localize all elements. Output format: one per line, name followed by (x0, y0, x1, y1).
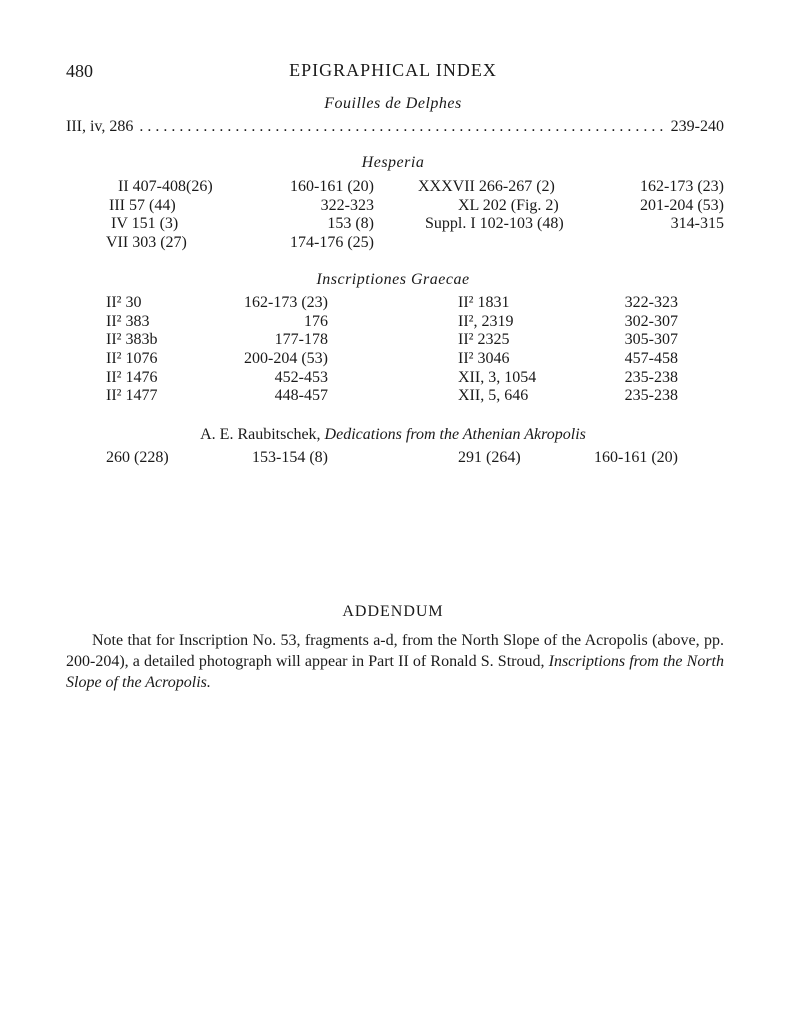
author-name: A. E. Raubitschek, (200, 426, 325, 443)
ig-left-pages-3: 200-204 (53) (244, 350, 328, 367)
page-number: 480 (66, 61, 93, 81)
hesperia-right-pages-2: 314-315 (670, 215, 724, 232)
entry-pages: 239-240 (670, 118, 724, 135)
hesperia-right-ref-1: XL 202 (Fig. 2) (458, 197, 559, 214)
page-title: EPIGRAPHICAL INDEX (289, 60, 497, 80)
ig-right-ref-1: II², 2319 (458, 313, 514, 330)
ig-right-ref-5: XII, 5, 646 (458, 387, 529, 404)
raubitschek-right-pages: 160-161 (20) (594, 449, 678, 466)
raubitschek-left-pages: 153-154 (8) (252, 449, 328, 466)
hesperia-left-pages-0: 160-161 (20) (290, 178, 374, 195)
ig-left-ref-4: II² 1476 (106, 369, 158, 386)
ig-left-ref-0: II² 30 (106, 294, 142, 311)
ig-left-pages-4: 452-453 (274, 369, 328, 386)
raubitschek-left-ref: 260 (228) (106, 449, 169, 466)
ig-left-pages-5: 448-457 (274, 387, 328, 404)
hesperia-right-pages-0: 162-173 (23) (640, 178, 724, 195)
addendum-paragraph (66, 630, 724, 693)
ig-right-pages-4: 235-238 (624, 369, 678, 386)
entry-ref: III, iv, 286 (66, 118, 134, 135)
ig-right-pages-3: 457-458 (624, 350, 678, 367)
hesperia-left-pages-1: 322-323 (320, 197, 374, 214)
ig-left-ref-1: II² 383 (106, 313, 150, 330)
ig-right-ref-0: II² 1831 (458, 294, 510, 311)
ig-right-pages-0: 322-323 (624, 294, 678, 311)
ig-left-pages-0: 162-173 (23) (244, 294, 328, 311)
index-entry-fouilles (66, 118, 724, 136)
ig-left-ref-5: II² 1477 (106, 387, 158, 404)
hesperia-right-ref-2: Suppl. I 102-103 (48) (425, 215, 564, 232)
ig-right-pages-5: 235-238 (624, 387, 678, 404)
addendum-title: ADDENDUM (342, 603, 444, 620)
hesperia-left-pages-2: 153 (8) (327, 215, 374, 232)
section-heading-ig: Inscriptiones Graecae (316, 271, 470, 288)
hesperia-left-ref-1: III 57 (44) (109, 197, 176, 214)
hesperia-left-ref-3: VII 303 (27) (106, 234, 187, 251)
ig-right-ref-4: XII, 3, 1054 (458, 369, 537, 386)
ig-left-pages-1: 176 (304, 313, 328, 330)
hesperia-left-ref-2: IV 151 (3) (111, 215, 179, 232)
ig-right-pages-2: 305-307 (624, 331, 678, 348)
section-heading-hesperia: Hesperia (361, 154, 425, 171)
ig-left-pages-2: 177-178 (274, 331, 328, 348)
ig-right-ref-2: II² 2325 (458, 331, 510, 348)
addendum-text: Note that for Inscription No. 53, fragments a-d, from the North Slope of the Acropolis (above, pp. 200-204), a detailed photograph will appear in Part II of Ronald S. Stroud, (66, 632, 724, 670)
hesperia-right-ref-0: XXXVII 266-267 (2) (418, 178, 555, 195)
raubitschek-right-ref: 291 (264) (458, 449, 521, 466)
hesperia-right-pages-1: 201-204 (53) (640, 197, 724, 214)
section-heading-fouilles: Fouilles de Delphes (324, 95, 462, 112)
ig-right-pages-1: 302-307 (624, 313, 678, 330)
ig-right-ref-3: II² 3046 (458, 350, 510, 367)
addendum-cited-work: Inscriptions from the North Slope of the Acropolis. (66, 653, 724, 691)
ig-left-ref-2: II² 383b (106, 331, 158, 348)
dot-leader (139, 118, 664, 136)
hesperia-left-pages-3: 174-176 (25) (290, 234, 374, 251)
hesperia-left-ref-0: II 407-408(26) (118, 178, 213, 195)
ig-left-ref-3: II² 1076 (106, 350, 158, 367)
work-title: Dedications from the Athenian Akropolis (324, 426, 586, 443)
section-heading-raubitschek (0, 426, 786, 444)
